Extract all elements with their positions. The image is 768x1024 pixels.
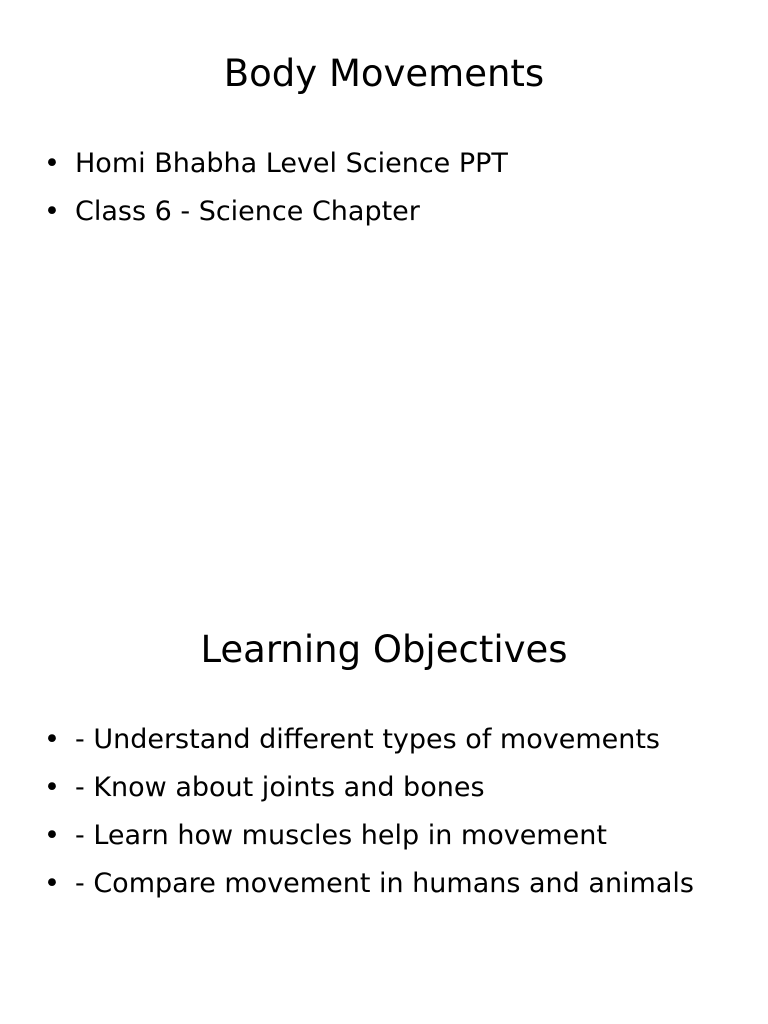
list-item xyxy=(44,764,694,812)
bullet-text: - Learn how muscles help in movement xyxy=(75,820,607,851)
bullet-icon: • xyxy=(44,868,60,899)
bullet-list xyxy=(44,140,508,236)
list-item xyxy=(44,812,694,860)
bullet-list xyxy=(44,716,694,908)
slide-title: Learning Objectives xyxy=(200,628,568,671)
bullet-icon: • xyxy=(44,772,60,803)
bullet-icon: • xyxy=(44,196,60,227)
bullet-text: - Know about joints and bones xyxy=(75,772,485,803)
bullet-icon: • xyxy=(44,148,60,179)
bullet-text: Class 6 - Science Chapter xyxy=(75,196,420,227)
bullet-icon: • xyxy=(44,724,60,755)
bullet-text: - Understand different types of movements xyxy=(75,724,660,755)
slide-learning-objectives xyxy=(0,576,768,1024)
bullet-icon: • xyxy=(44,820,60,851)
list-item xyxy=(44,188,508,236)
list-item xyxy=(44,860,694,908)
bullet-text: Homi Bhabha Level Science PPT xyxy=(75,148,508,179)
list-item xyxy=(44,716,694,764)
list-item xyxy=(44,140,508,188)
slide-title: Body Movements xyxy=(223,52,545,95)
bullet-text: - Compare movement in humans and animals xyxy=(75,868,694,899)
